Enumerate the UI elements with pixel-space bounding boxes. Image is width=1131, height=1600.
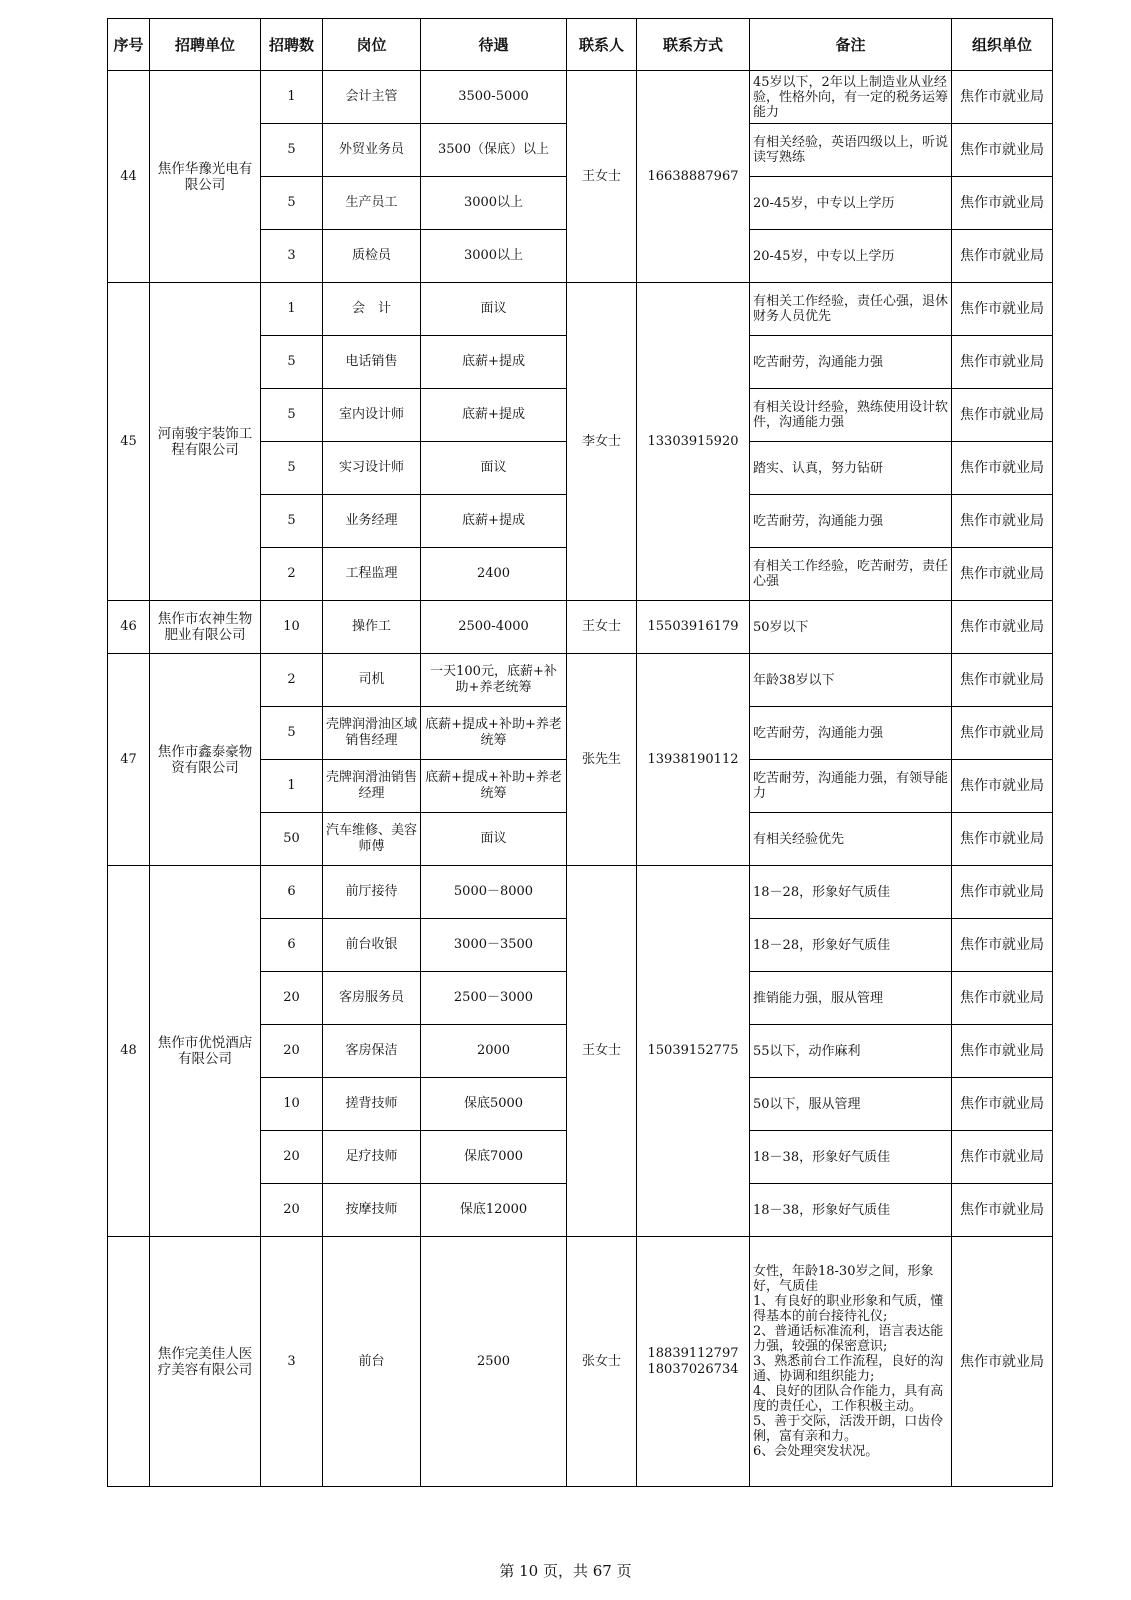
pay-cell: 一天100元，底薪+补助+养老统筹: [421, 654, 567, 707]
org-cell: 焦作市就业局: [952, 71, 1053, 124]
count-cell: 5: [261, 177, 323, 230]
note-cell: 吃苦耐劳，沟通能力强，有领导能力: [750, 760, 952, 813]
org-cell: 焦作市就业局: [952, 177, 1053, 230]
phone-cell: 13938190112: [637, 654, 750, 866]
position-cell: 壳牌润滑油销售经理: [323, 760, 421, 813]
header-no: 序号: [108, 19, 150, 71]
count-cell: 2: [261, 654, 323, 707]
pay-cell: 底薪+提成: [421, 495, 567, 548]
org-cell: 焦作市就业局: [952, 866, 1053, 919]
header-note: 备注: [750, 19, 952, 71]
pay-cell: 底薪+提成+补助+养老统筹: [421, 707, 567, 760]
pay-cell: 面议: [421, 442, 567, 495]
contact-cell: 张先生: [567, 654, 637, 866]
header-pay: 待遇: [421, 19, 567, 71]
pay-cell: 面议: [421, 283, 567, 336]
position-cell: 电话销售: [323, 336, 421, 389]
pay-cell: 2500－3000: [421, 972, 567, 1025]
serial-no-cell: 46: [108, 601, 150, 654]
position-cell: 前台: [323, 1237, 421, 1487]
position-cell: 操作工: [323, 601, 421, 654]
org-cell: 焦作市就业局: [952, 336, 1053, 389]
note-cell: 有相关经验，英语四级以上，听说读写熟练: [750, 124, 952, 177]
note-cell: 50岁以下: [750, 601, 952, 654]
count-cell: 20: [261, 1131, 323, 1184]
pay-cell: 3500-5000: [421, 71, 567, 124]
note-cell: 女性，年龄18-30岁之间，形象好，气质佳 1、有良好的职业形象和气质，懂得基本的前台接待礼仪; 2、普通话标准流利，语言表达能力强，较强的保密意识; 3、熟悉前台工作流程，良好的沟通、协调和组织能力; 4、良好的团队合作能力，具有高度的责任心，工作积极主动。 5、善于交际，活泼开朗，口齿伶俐，富有亲和力。 6、会处理突发状况。: [750, 1237, 952, 1487]
header-company: 招聘单位: [150, 19, 261, 71]
pay-cell: 2000: [421, 1025, 567, 1078]
serial-no-cell: 47: [108, 654, 150, 866]
count-cell: 5: [261, 707, 323, 760]
table-row: [108, 71, 1053, 124]
org-cell: 焦作市就业局: [952, 283, 1053, 336]
position-cell: 生产员工: [323, 177, 421, 230]
contact-cell: 张女士: [567, 1237, 637, 1487]
serial-no-cell: [108, 1237, 150, 1487]
org-cell: 焦作市就业局: [952, 707, 1053, 760]
count-cell: 20: [261, 1025, 323, 1078]
position-cell: 客房服务员: [323, 972, 421, 1025]
pay-cell: 底薪+提成: [421, 389, 567, 442]
org-cell: 焦作市就业局: [952, 1131, 1053, 1184]
count-cell: 3: [261, 1237, 323, 1487]
position-cell: 前台收银: [323, 919, 421, 972]
note-cell: 年龄38岁以下: [750, 654, 952, 707]
serial-no-cell: 44: [108, 71, 150, 283]
note-cell: 45岁以下，2年以上制造业从业经验，性格外向，有一定的税务运筹能力: [750, 71, 952, 124]
note-cell: 20-45岁，中专以上学历: [750, 177, 952, 230]
position-cell: 室内设计师: [323, 389, 421, 442]
note-cell: 有相关工作经验，吃苦耐劳，责任心强: [750, 548, 952, 601]
pay-cell: 2500-4000: [421, 601, 567, 654]
phone-cell: 15503916179: [637, 601, 750, 654]
count-cell: 5: [261, 389, 323, 442]
pay-cell: 保底7000: [421, 1131, 567, 1184]
company-cell: 焦作市优悦酒店有限公司: [150, 866, 261, 1237]
position-cell: 会 计: [323, 283, 421, 336]
position-cell: 外贸业务员: [323, 124, 421, 177]
org-cell: 焦作市就业局: [952, 813, 1053, 866]
count-cell: 1: [261, 283, 323, 336]
recruitment-table: [107, 18, 1053, 1487]
pay-cell: 5000－8000: [421, 866, 567, 919]
page-footer: 第 10 页，共 67 页: [499, 1562, 632, 1580]
header-phone: 联系方式: [637, 19, 750, 71]
note-cell: 有相关工作经验，责任心强，退休财务人员优先: [750, 283, 952, 336]
org-cell: 焦作市就业局: [952, 389, 1053, 442]
contact-cell: 王女士: [567, 866, 637, 1237]
count-cell: 50: [261, 813, 323, 866]
position-cell: 实习设计师: [323, 442, 421, 495]
count-cell: 5: [261, 124, 323, 177]
contact-cell: 王女士: [567, 601, 637, 654]
org-cell: 焦作市就业局: [952, 124, 1053, 177]
note-cell: 有相关经验优先: [750, 813, 952, 866]
table-row: [108, 1237, 1053, 1487]
position-cell: 足疗技师: [323, 1131, 421, 1184]
phone-cell: 13303915920: [637, 283, 750, 601]
phone-cell: 18839112797 18037026734: [637, 1237, 750, 1487]
table-row: [108, 601, 1053, 654]
position-cell: 前厅接待: [323, 866, 421, 919]
contact-cell: 李女士: [567, 283, 637, 601]
company-cell: 焦作华豫光电有限公司: [150, 71, 261, 283]
note-cell: 50以下，服从管理: [750, 1078, 952, 1131]
position-cell: 会计主管: [323, 71, 421, 124]
count-cell: 5: [261, 442, 323, 495]
pay-cell: 2500: [421, 1237, 567, 1487]
table-body: [108, 71, 1053, 1487]
count-cell: 20: [261, 1184, 323, 1237]
org-cell: 焦作市就业局: [952, 972, 1053, 1025]
header-contact: 联系人: [567, 19, 637, 71]
pay-cell: 底薪+提成+补助+养老统筹: [421, 760, 567, 813]
table-row: [108, 654, 1053, 707]
count-cell: 1: [261, 760, 323, 813]
count-cell: 20: [261, 972, 323, 1025]
pay-cell: 保底5000: [421, 1078, 567, 1131]
pay-cell: 3500（保底）以上: [421, 124, 567, 177]
header-row: [108, 19, 1053, 71]
note-cell: 踏实、认真，努力钻研: [750, 442, 952, 495]
org-cell: 焦作市就业局: [952, 1025, 1053, 1078]
note-cell: 18－28，形象好气质佳: [750, 866, 952, 919]
phone-cell: 16638887967: [637, 71, 750, 283]
position-cell: 壳牌润滑油区域销售经理: [323, 707, 421, 760]
org-cell: 焦作市就业局: [952, 654, 1053, 707]
org-cell: 焦作市就业局: [952, 230, 1053, 283]
count-cell: 10: [261, 1078, 323, 1131]
contact-cell: 王女士: [567, 71, 637, 283]
position-cell: 业务经理: [323, 495, 421, 548]
org-cell: 焦作市就业局: [952, 1237, 1053, 1487]
org-cell: 焦作市就业局: [952, 760, 1053, 813]
note-cell: 推销能力强，服从管理: [750, 972, 952, 1025]
note-cell: 20-45岁，中专以上学历: [750, 230, 952, 283]
company-cell: 焦作市鑫泰豪物资有限公司: [150, 654, 261, 866]
position-cell: 质检员: [323, 230, 421, 283]
header-position: 岗位: [323, 19, 421, 71]
company-cell: 焦作完美佳人医疗美容有限公司: [150, 1237, 261, 1487]
pay-cell: 3000－3500: [421, 919, 567, 972]
table-row: [108, 283, 1053, 336]
phone-cell: 15039152775: [637, 866, 750, 1237]
count-cell: 6: [261, 919, 323, 972]
count-cell: 1: [261, 71, 323, 124]
note-cell: 吃苦耐劳，沟通能力强: [750, 495, 952, 548]
pay-cell: 2400: [421, 548, 567, 601]
note-cell: 18－38，形象好气质佳: [750, 1184, 952, 1237]
company-cell: 河南骏宇装饰工程有限公司: [150, 283, 261, 601]
table-row: [108, 866, 1053, 919]
count-cell: 3: [261, 230, 323, 283]
note-cell: 55以下，动作麻利: [750, 1025, 952, 1078]
position-cell: 客房保洁: [323, 1025, 421, 1078]
org-cell: 焦作市就业局: [952, 601, 1053, 654]
header-count: 招聘数: [261, 19, 323, 71]
org-cell: 焦作市就业局: [952, 1184, 1053, 1237]
company-cell: 焦作市农神生物肥业有限公司: [150, 601, 261, 654]
pay-cell: 面议: [421, 813, 567, 866]
note-cell: 吃苦耐劳，沟通能力强: [750, 707, 952, 760]
position-cell: 汽车维修、美容师傅: [323, 813, 421, 866]
position-cell: 司机: [323, 654, 421, 707]
org-cell: 焦作市就业局: [952, 548, 1053, 601]
position-cell: 搓背技师: [323, 1078, 421, 1131]
header-org: 组织单位: [952, 19, 1053, 71]
position-cell: 按摩技师: [323, 1184, 421, 1237]
note-cell: 有相关设计经验，熟练使用设计软件，沟通能力强: [750, 389, 952, 442]
pay-cell: 底薪+提成: [421, 336, 567, 389]
note-cell: 吃苦耐劳，沟通能力强: [750, 336, 952, 389]
org-cell: 焦作市就业局: [952, 442, 1053, 495]
position-cell: 工程监理: [323, 548, 421, 601]
pay-cell: 3000以上: [421, 177, 567, 230]
count-cell: 5: [261, 336, 323, 389]
org-cell: 焦作市就业局: [952, 1078, 1053, 1131]
count-cell: 10: [261, 601, 323, 654]
count-cell: 2: [261, 548, 323, 601]
count-cell: 6: [261, 866, 323, 919]
note-cell: 18－28，形象好气质佳: [750, 919, 952, 972]
note-cell: 18－38，形象好气质佳: [750, 1131, 952, 1184]
pay-cell: 3000以上: [421, 230, 567, 283]
serial-no-cell: 48: [108, 866, 150, 1237]
org-cell: 焦作市就业局: [952, 919, 1053, 972]
pay-cell: 保底12000: [421, 1184, 567, 1237]
count-cell: 5: [261, 495, 323, 548]
org-cell: 焦作市就业局: [952, 495, 1053, 548]
serial-no-cell: 45: [108, 283, 150, 601]
